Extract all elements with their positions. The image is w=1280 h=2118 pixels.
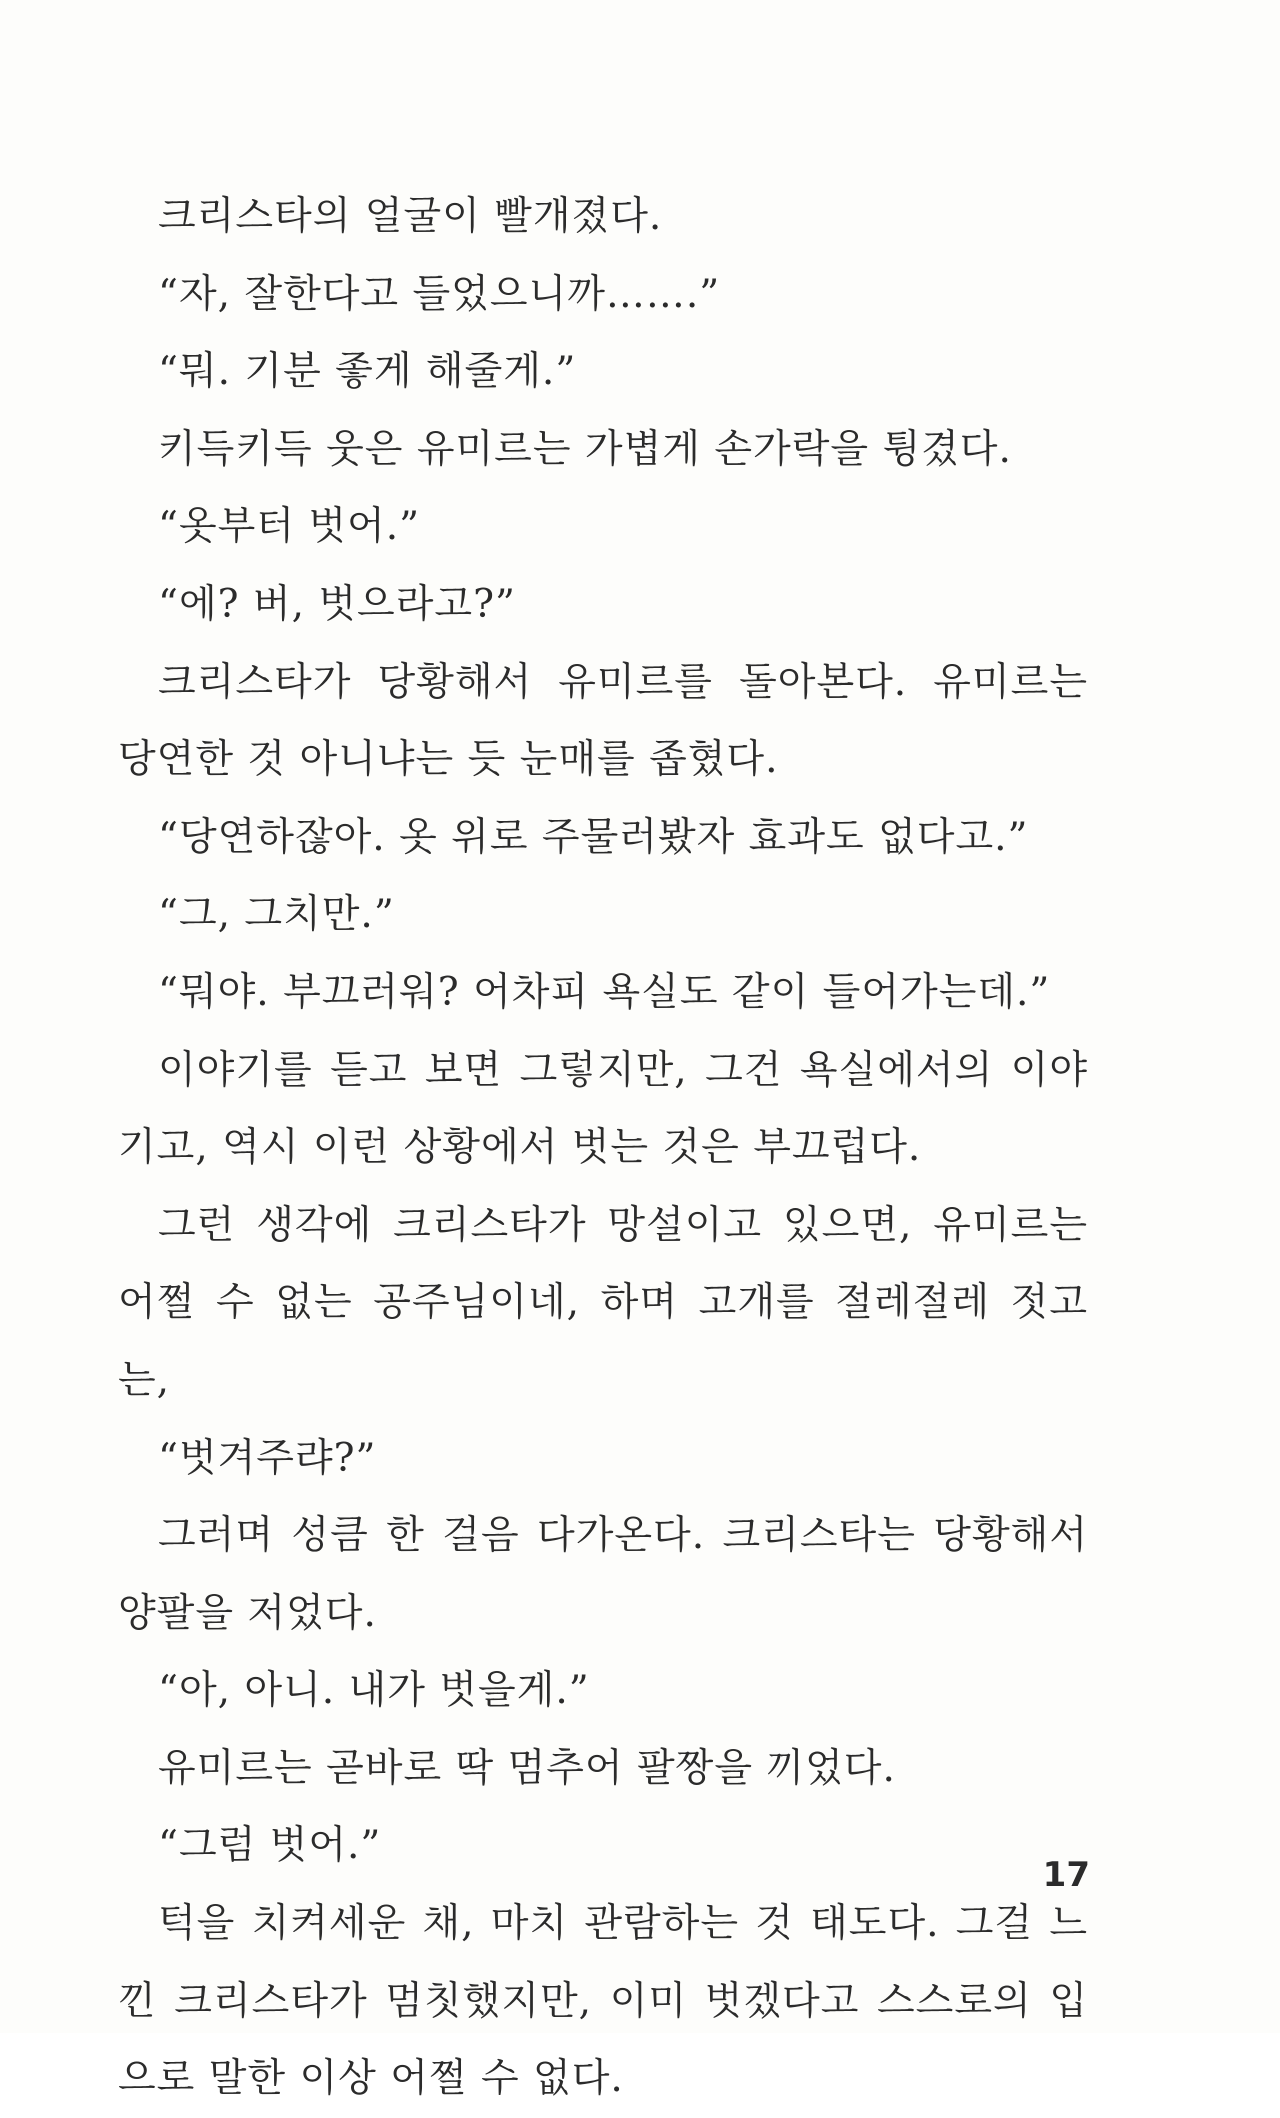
paragraph-2: “자, 잘한다고 들었으니까…….” (158, 271, 721, 317)
page-number: 17 (1042, 1855, 1090, 1895)
paragraph-14: 그러며 성큼 한 걸음 다가온다. 크리스타는 당황해서 양팔을 저었다. (118, 1513, 1088, 1636)
paragraph-6: “에? 버, 벗으라고?” (158, 581, 516, 627)
paragraph-8: “당연하잖아. 옷 위로 주물러봤자 효과도 없다고.” (158, 814, 1029, 860)
paragraph-17: “그럼 벗어.” (158, 1823, 382, 1869)
paragraph-4: 키득키득 웃은 유미르는 가볍게 손가락을 튕겼다. (158, 426, 1012, 472)
paragraph-5: “옷부터 벗어.” (158, 504, 421, 550)
paragraph-9: “그, 그치만.” (158, 892, 395, 938)
paragraph-18: 턱을 치켜세운 채, 마치 관람하는 것 태도다. 그걸 느낀 크리스타가 멈칫했지만, 이미 벗겠다고 스스로의 입으로 말한 이상 어쩔 수 없다. (118, 1901, 1088, 2102)
paragraph-15: “아, 아니. 내가 벗을게.” (158, 1668, 590, 1714)
body-text (118, 178, 1088, 2118)
paragraph-11: 이야기를 듣고 보면 그렇지만, 그건 욕실에서의 이야기고, 역시 이런 상황에서 벗는 것은 부끄럽다. (118, 1047, 1088, 1171)
paragraph-12: 그런 생각에 크리스타가 망설이고 있으면, 유미르는 어쩔 수 없는 공주님이네, 하며 고개를 절레절레 젓고는, (118, 1202, 1088, 1403)
paragraph-1: 크리스타의 얼굴이 빨개졌다. (158, 194, 663, 239)
paragraph-16: 유미르는 곧바로 딱 멈추어 팔짱을 끼었다. (158, 1745, 896, 1791)
paragraph-7: 크리스타가 당황해서 유미르를 돌아본다. 유미르는 당연한 것 아니냐는 듯 눈매를 좁혔다. (118, 659, 1088, 783)
paragraph-13: “벗겨주랴?” (158, 1435, 377, 1481)
paragraph-10: “뭐야. 부끄러워? 어차피 욕실도 같이 들어가는데.” (158, 969, 1051, 1015)
paragraph-3: “뭐. 기분 좋게 해줄게.” (158, 349, 577, 395)
